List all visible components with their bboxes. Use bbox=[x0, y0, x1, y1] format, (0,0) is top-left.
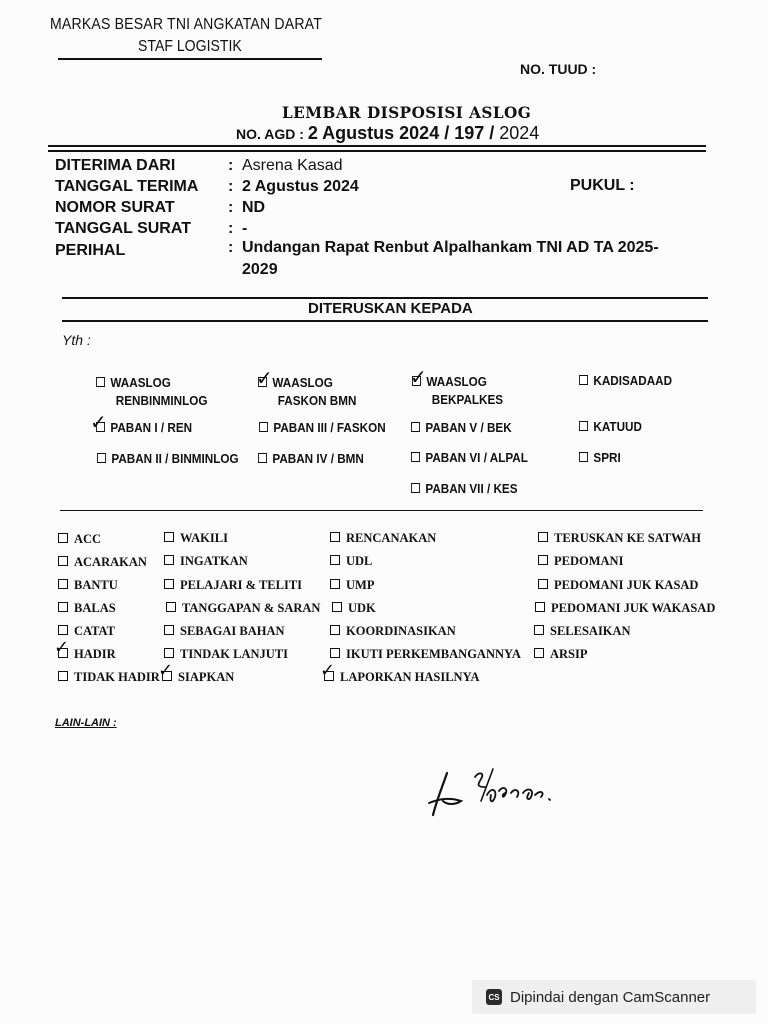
check-mark-icon: ✓ bbox=[54, 637, 70, 658]
instruction-tidak-hadir[interactable]: TIDAK HADIR bbox=[58, 670, 160, 685]
instruction-pedomani[interactable]: PEDOMANI bbox=[538, 554, 623, 569]
checkbox-icon[interactable] bbox=[164, 648, 174, 658]
instruction-rencanakan[interactable]: RENCANAKAN bbox=[330, 531, 436, 546]
forward-rule-bottom bbox=[62, 320, 708, 322]
checkbox-icon[interactable] bbox=[538, 555, 548, 565]
checkbox-icon[interactable] bbox=[97, 453, 106, 463]
nomor-surat-value: ND bbox=[242, 199, 266, 216]
checkbox-icon[interactable] bbox=[579, 452, 588, 462]
instruction-ump[interactable]: UMP bbox=[330, 578, 374, 593]
checkbox-icon[interactable] bbox=[258, 453, 267, 463]
instruction-pedomani-juk-wakasad[interactable]: PEDOMANI JUK WAKASAD bbox=[535, 601, 715, 616]
instruction-tindak-lanjuti[interactable]: TINDAK LANJUTI bbox=[164, 647, 288, 662]
document-title: LEMBAR DISPOSISI ASLOG bbox=[282, 103, 532, 122]
instruction-koordinasikan[interactable]: KOORDINASIKAN bbox=[330, 624, 456, 639]
instruction-bantu[interactable]: BANTU bbox=[58, 578, 118, 593]
lain-lain-label: LAIN-LAIN : bbox=[55, 717, 117, 729]
checkbox-icon[interactable] bbox=[164, 532, 174, 542]
check-mark-icon: ✓ bbox=[410, 365, 427, 389]
recipient-paban-i-ren[interactable]: PABAN I / REN bbox=[96, 420, 192, 435]
checkbox-icon[interactable] bbox=[534, 648, 544, 658]
checkbox-icon[interactable] bbox=[330, 532, 340, 542]
agenda-number bbox=[236, 123, 539, 144]
checkbox-icon[interactable] bbox=[579, 375, 588, 385]
instruction-catat[interactable]: CATAT bbox=[58, 624, 115, 639]
check-mark-icon: ✓ bbox=[320, 660, 336, 681]
checkbox-icon[interactable] bbox=[58, 579, 68, 589]
checkbox-icon[interactable] bbox=[58, 556, 68, 566]
instruction-udk[interactable]: UDK bbox=[332, 601, 376, 616]
checkbox-icon[interactable] bbox=[411, 452, 420, 462]
recipient-katuud[interactable]: KATUUD bbox=[579, 419, 642, 434]
checkbox-icon[interactable] bbox=[166, 602, 176, 612]
colon: : bbox=[228, 157, 234, 174]
recipients-rule bbox=[60, 510, 703, 511]
colon: : bbox=[228, 239, 234, 256]
perihal-value-line1: Undangan Rapat Renbut Alpalhankam TNI AD TA 2025- bbox=[242, 239, 659, 256]
instruction-acarakan[interactable]: ACARAKAN bbox=[58, 555, 147, 570]
recipient-kadisadaad[interactable]: KADISADAAD bbox=[579, 373, 672, 388]
instruction-sebagai-bahan[interactable]: SEBAGAI BAHAN bbox=[164, 624, 285, 639]
no-tuud-label: NO. TUUD : bbox=[520, 61, 597, 77]
diterima-dari-label: DITERIMA DARI bbox=[55, 157, 176, 174]
handwritten-signature bbox=[425, 765, 565, 830]
camscanner-text: Dipindai dengan CamScanner bbox=[510, 988, 711, 1006]
checkbox-icon[interactable] bbox=[330, 555, 340, 565]
agd-value: 2 Agustus 2024 / 197 / bbox=[307, 123, 495, 143]
checkbox-icon[interactable] bbox=[579, 421, 588, 431]
tanggal-surat-label: TANGGAL SURAT bbox=[55, 220, 191, 237]
checkbox-icon[interactable] bbox=[58, 602, 68, 612]
instruction-wakili[interactable]: WAKILI bbox=[164, 531, 228, 546]
agd-label: NO. AGD : bbox=[236, 126, 308, 142]
instruction-ikuti-perkembangannya[interactable]: IKUTI PERKEMBANGANNYA bbox=[330, 647, 521, 662]
header-underline bbox=[58, 58, 322, 60]
instruction-acc[interactable]: ACC bbox=[58, 532, 101, 547]
instruction-tanggapan-saran[interactable]: TANGGAPAN & SARAN bbox=[166, 601, 320, 616]
check-mark-icon: ✓ bbox=[256, 366, 273, 390]
checkbox-icon[interactable] bbox=[534, 625, 544, 635]
yth-label: Yth : bbox=[62, 332, 91, 348]
tanggal-terima-value: 2 Agustus 2024 bbox=[242, 178, 359, 195]
checkbox-icon[interactable] bbox=[259, 422, 268, 432]
checkbox-icon[interactable] bbox=[58, 671, 68, 681]
instruction-balas[interactable]: BALAS bbox=[58, 601, 116, 616]
title-rule-top bbox=[48, 145, 706, 147]
checkbox-icon[interactable] bbox=[164, 579, 174, 589]
organization-name: MARKAS BESAR TNI ANGKATAN DARAT bbox=[50, 16, 322, 33]
checkbox-icon[interactable] bbox=[164, 555, 174, 565]
instruction-pelajari-teliti[interactable]: PELAJARI & TELITI bbox=[164, 578, 302, 593]
instruction-teruskan-ke-satwah[interactable]: TERUSKAN KE SATWAH bbox=[538, 531, 701, 546]
instruction-ingatkan[interactable]: INGATKAN bbox=[164, 554, 248, 569]
check-mark-icon: ✓ bbox=[158, 660, 174, 681]
checkbox-icon[interactable] bbox=[411, 483, 420, 493]
checkbox-icon[interactable] bbox=[330, 625, 340, 635]
nomor-surat-label: NOMOR SURAT bbox=[55, 199, 175, 216]
instruction-selesaikan[interactable]: SELESAIKAN bbox=[534, 624, 631, 639]
recipient-paban-vi-alpal[interactable]: PABAN VI / ALPAL bbox=[411, 450, 528, 465]
colon: : bbox=[228, 178, 234, 195]
recipient-paban-vii-kes[interactable]: PABAN VII / KES bbox=[411, 481, 518, 496]
pukul-label: PUKUL : bbox=[570, 177, 635, 194]
colon: : bbox=[228, 199, 234, 216]
checkbox-icon[interactable] bbox=[330, 648, 340, 658]
tanggal-surat-value: - bbox=[242, 220, 248, 237]
checkbox-icon[interactable] bbox=[535, 602, 545, 612]
checkbox-icon[interactable] bbox=[96, 377, 105, 387]
checkbox-icon[interactable] bbox=[58, 625, 68, 635]
camscanner-watermark bbox=[472, 980, 756, 1014]
recipient-waaslog-faskon-bmn[interactable]: WAASLOG FASKON BMN bbox=[258, 375, 356, 412]
checkbox-icon[interactable] bbox=[330, 579, 340, 589]
recipient-paban-ii-binminlog[interactable]: PABAN II / BINMINLOG bbox=[97, 451, 239, 466]
recipient-waaslog-bekpalkes[interactable]: WAASLOG BEKPALKES bbox=[412, 374, 503, 411]
title-rule-bottom bbox=[48, 150, 706, 152]
checkbox-icon[interactable] bbox=[411, 422, 420, 432]
instruction-pedomani-juk-kasad[interactable]: PEDOMANI JUK KASAD bbox=[538, 578, 698, 593]
unit-name: STAF LOGISTIK bbox=[138, 38, 242, 55]
diteruskan-kepada-title: DITERUSKAN KEPADA bbox=[308, 300, 473, 317]
checkbox-icon[interactable] bbox=[538, 579, 548, 589]
check-mark-icon: ✓ bbox=[90, 410, 107, 434]
recipient-spri[interactable]: SPRI bbox=[579, 450, 621, 465]
checkbox-icon[interactable] bbox=[164, 625, 174, 635]
instruction-udl[interactable]: UDL bbox=[330, 554, 372, 569]
diterima-dari-value: Asrena Kasad bbox=[242, 157, 343, 174]
camscanner-icon: CS bbox=[486, 989, 502, 1005]
recipient-paban-v-bek[interactable]: PABAN V / BEK bbox=[411, 420, 512, 435]
checkbox-icon[interactable] bbox=[58, 533, 68, 543]
perihal-value-line2: 2029 bbox=[242, 261, 278, 278]
checkbox-icon[interactable] bbox=[538, 532, 548, 542]
instruction-siapkan[interactable]: SIAPKAN bbox=[162, 670, 234, 685]
perihal-label: PERIHAL bbox=[55, 242, 126, 259]
recipient-paban-iv-bmn[interactable]: PABAN IV / BMN bbox=[258, 451, 364, 466]
checkbox-icon[interactable] bbox=[332, 602, 342, 612]
instruction-arsip[interactable]: ARSIP bbox=[534, 647, 588, 662]
tanggal-terima-label: TANGGAL TERIMA bbox=[55, 178, 199, 195]
forward-rule-top bbox=[62, 297, 708, 299]
recipient-waaslog-renbinminlog[interactable]: WAASLOG RENBINMINLOG bbox=[96, 375, 207, 412]
instruction-hadir[interactable]: HADIR bbox=[58, 647, 116, 662]
instruction-laporkan-hasilnya[interactable]: LAPORKAN HASILNYA bbox=[324, 670, 480, 685]
recipient-paban-iii-faskon[interactable]: PABAN III / FASKON bbox=[259, 420, 386, 435]
agd-year: 2024 bbox=[494, 123, 540, 143]
colon: : bbox=[228, 220, 234, 237]
